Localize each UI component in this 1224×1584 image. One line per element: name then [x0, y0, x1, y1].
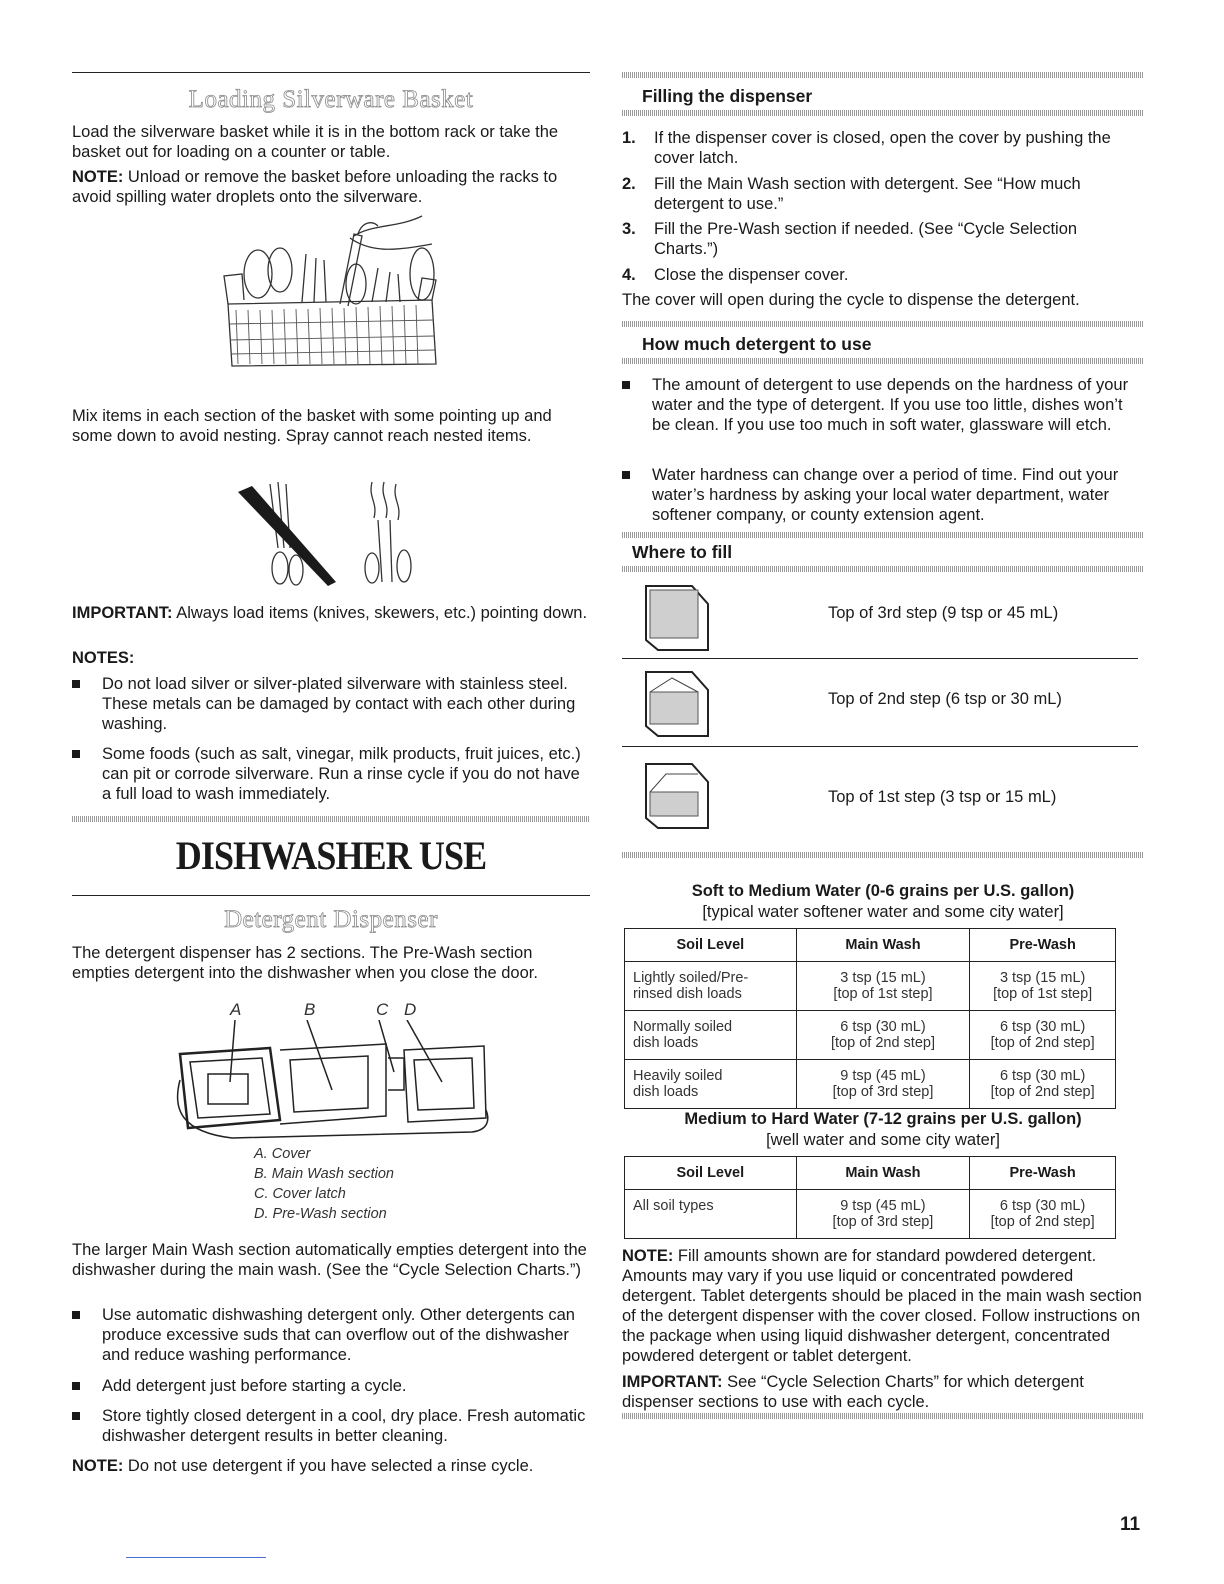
- soft-water-subtitle: [typical water softener water and some city water]: [702, 903, 1064, 921]
- dispenser-bullet: Use automatic dishwashing detergent only. Other detergents can produce excessive suds that can overflow out of the dishwasher and reduce washing performance.: [72, 1305, 590, 1365]
- table-cell: 6 tsp (30 mL) [top of 2nd step]: [796, 1011, 970, 1060]
- silverware-heading: Loading Silverware Basket: [188, 86, 474, 113]
- filling-step: 4. Close the dispenser cover.: [622, 266, 849, 284]
- table-header-row: [625, 929, 1116, 962]
- notes-bullet: Some foods (such as salt, vinegar, milk products, fruit juices, etc.) can pit or corrode silverware. Run a rinse cycle if you do not have a full load to wash immediately.: [72, 744, 590, 804]
- utensil-orientation-illustration: [232, 478, 432, 592]
- table-header: Soil Level: [625, 1157, 797, 1190]
- fill-amount-note: NOTE: Fill amounts shown are for standard powdered detergent. Amounts may vary if you use liquid or concentrated powdered detergent. Tablet detergents should be placed in the main wash section of the detergent dispenser with the cover closed. Follow instructions on the package when using liquid dishwasher detergent, concentrated powdered detergent or tablet detergent.: [622, 1247, 1142, 1365]
- table-cell: 6 tsp (30 mL) [top of 2nd step]: [970, 1060, 1116, 1109]
- table-header: Main Wash: [796, 929, 970, 962]
- hatch-rule: [622, 1413, 1144, 1419]
- fill-level-label: Top of 3rd step (9 tsp or 45 mL): [828, 604, 1059, 622]
- fill-level-row: [622, 760, 1138, 830]
- hard-water-table: [624, 1156, 1116, 1239]
- bullet-icon: [72, 1412, 80, 1420]
- silverware-note: NOTE: Unload or remove the basket before unloading the racks to avoid spilling water droplets onto the silverware.: [72, 168, 558, 206]
- table-header: Pre-Wash: [970, 929, 1116, 962]
- hatch-rule: [622, 852, 1144, 858]
- fill-row-divider: [622, 658, 1138, 659]
- bullet-icon: [72, 680, 80, 688]
- silverware-basket-illustration: [222, 214, 452, 378]
- notes-bullet: Do not load silver or silver-plated silverware with stainless steel. These metals can be damaged by contact with each other during washing.: [72, 674, 590, 734]
- bullet-icon: [72, 1382, 80, 1390]
- table-cell: 6 tsp (30 mL) [top of 2nd step]: [970, 1190, 1116, 1239]
- dispenser-cup-icon: [642, 760, 712, 830]
- important-cycle-note: IMPORTANT: See “Cycle Selection Charts” for which detergent dispenser sections to use with each cycle.: [622, 1373, 1084, 1411]
- fill-level-label: Top of 2nd step (6 tsp or 30 mL): [828, 690, 1062, 708]
- diagram-letter-c: C: [376, 1000, 389, 1019]
- filling-heading: Filling the dispenser: [642, 86, 813, 106]
- diagram-letter-b: B: [304, 1000, 316, 1019]
- how-much-bullet: Water hardness can change over a period of time. Find out your water’s hardness by asking your local water department, water softener company, or county extension agent.: [622, 465, 1144, 525]
- hard-water-subtitle: [well water and some city water]: [766, 1131, 1000, 1149]
- hatch-rule: [622, 72, 1144, 78]
- table-cell: Lightly soiled/Pre- rinsed dish loads: [625, 962, 797, 1011]
- soft-water-table: [624, 928, 1116, 1109]
- caption-a: A. Cover: [254, 1146, 311, 1162]
- hard-water-title: Medium to Hard Water (7-12 grains per U.S. gallon): [684, 1110, 1082, 1128]
- table-row: [625, 962, 1116, 1011]
- table-cell: Normally soiled dish loads: [625, 1011, 797, 1060]
- table-cell: Heavily soiled dish loads: [625, 1060, 797, 1109]
- detergent-dispenser-diagram: [172, 1020, 492, 1140]
- table-cell: 9 tsp (45 mL) [top of 3rd step]: [796, 1060, 970, 1109]
- where-to-fill-heading: Where to fill: [632, 542, 733, 562]
- table-row: [625, 1190, 1116, 1239]
- fill-level-row: [622, 582, 1138, 652]
- dispenser-cup-icon: [642, 582, 712, 652]
- hatch-rule: [622, 358, 1144, 364]
- filling-step: 1. If the dispenser cover is closed, open the cover by pushing the cover latch.: [622, 129, 1111, 167]
- filling-step: 3. Fill the Pre-Wash section if needed. (See “Cycle Selection Charts.”): [622, 220, 1078, 258]
- bullet-icon: [72, 750, 80, 758]
- dispenser-bullet: Store tightly closed detergent in a cool, dry place. Fresh automatic dishwasher detergent results in better cleaning.: [72, 1406, 590, 1446]
- table-cell: All soil types: [625, 1190, 797, 1239]
- filling-step: 2. Fill the Main Wash section with detergent. See “How much detergent to use.”: [622, 175, 1081, 213]
- silverware-intro: Load the silverware basket while it is in the bottom rack or take the basket out for loading on a counter or table.: [72, 123, 559, 161]
- bottom-link-underline: [126, 1557, 266, 1558]
- table-cell: 6 tsp (30 mL) [top of 2nd step]: [970, 1011, 1116, 1060]
- hatch-rule: [622, 532, 1144, 538]
- dispenser-bullet: Add detergent just before starting a cycle.: [72, 1376, 590, 1396]
- hatch-rule: [622, 566, 1144, 572]
- notes-label: NOTES:: [72, 649, 135, 667]
- table-row: [625, 1060, 1116, 1109]
- hatch-rule: [622, 321, 1144, 327]
- main-wash-text: The larger Main Wash section automatically empties detergent into the dishwasher during the main wash. (See the “Cycle Selection Charts.”): [72, 1241, 587, 1279]
- top-rule: [72, 72, 590, 73]
- dispenser-cup-icon: [642, 668, 712, 738]
- table-header: Main Wash: [796, 1157, 970, 1190]
- diagram-letter-a: A: [230, 1000, 242, 1019]
- rinse-note: NOTE: Do not use detergent if you have selected a rinse cycle.: [72, 1457, 534, 1475]
- caption-c: C. Cover latch: [254, 1186, 346, 1202]
- important-text: IMPORTANT: Always load items (knives, skewers, etc.) pointing down.: [72, 604, 588, 622]
- filling-after: The cover will open during the cycle to dispense the detergent.: [622, 291, 1080, 309]
- dispenser-intro: The detergent dispenser has 2 sections. The Pre-Wash section empties detergent into the dishwasher when you close the door.: [72, 944, 538, 982]
- table-cell: 3 tsp (15 mL) [top of 1st step]: [970, 962, 1116, 1011]
- section-rule: [72, 895, 590, 896]
- fill-level-label: Top of 1st step (3 tsp or 15 mL): [828, 788, 1057, 806]
- table-cell: 9 tsp (45 mL) [top of 3rd step]: [796, 1190, 970, 1239]
- table-cell: 3 tsp (15 mL) [top of 1st step]: [796, 962, 970, 1011]
- table-header-row: [625, 1157, 1116, 1190]
- bullet-icon: [622, 381, 630, 389]
- bullet-icon: [622, 471, 630, 479]
- mix-items-text: Mix items in each section of the basket with some pointing up and some down to avoid nesting. Spray cannot reach nested items.: [72, 407, 552, 445]
- how-much-heading: How much detergent to use: [642, 334, 872, 354]
- how-much-bullet: The amount of detergent to use depends on the hardness of your water and the type of detergent. If you use too little, dishes won’t be clean. If you use too much in soft water, glassware will etch.: [622, 375, 1144, 455]
- table-header: Pre-Wash: [970, 1157, 1116, 1190]
- bullet-icon: [72, 1311, 80, 1319]
- section-divider: [72, 816, 590, 822]
- dispenser-heading: Detergent Dispenser: [224, 906, 438, 933]
- caption-d: D. Pre-Wash section: [254, 1206, 387, 1222]
- table-row: [625, 1011, 1116, 1060]
- table-header: Soil Level: [625, 929, 797, 962]
- fill-row-divider: [622, 746, 1138, 747]
- diagram-letter-d: D: [404, 1000, 417, 1019]
- section-title: DISHWASHER USE: [175, 833, 487, 878]
- fill-level-row: [622, 668, 1138, 738]
- page-number: 11: [1120, 1514, 1141, 1535]
- caption-b: B. Main Wash section: [254, 1166, 394, 1182]
- soft-water-title: Soft to Medium Water (0-6 grains per U.S. gallon): [691, 882, 1075, 900]
- hatch-rule: [622, 110, 1144, 116]
